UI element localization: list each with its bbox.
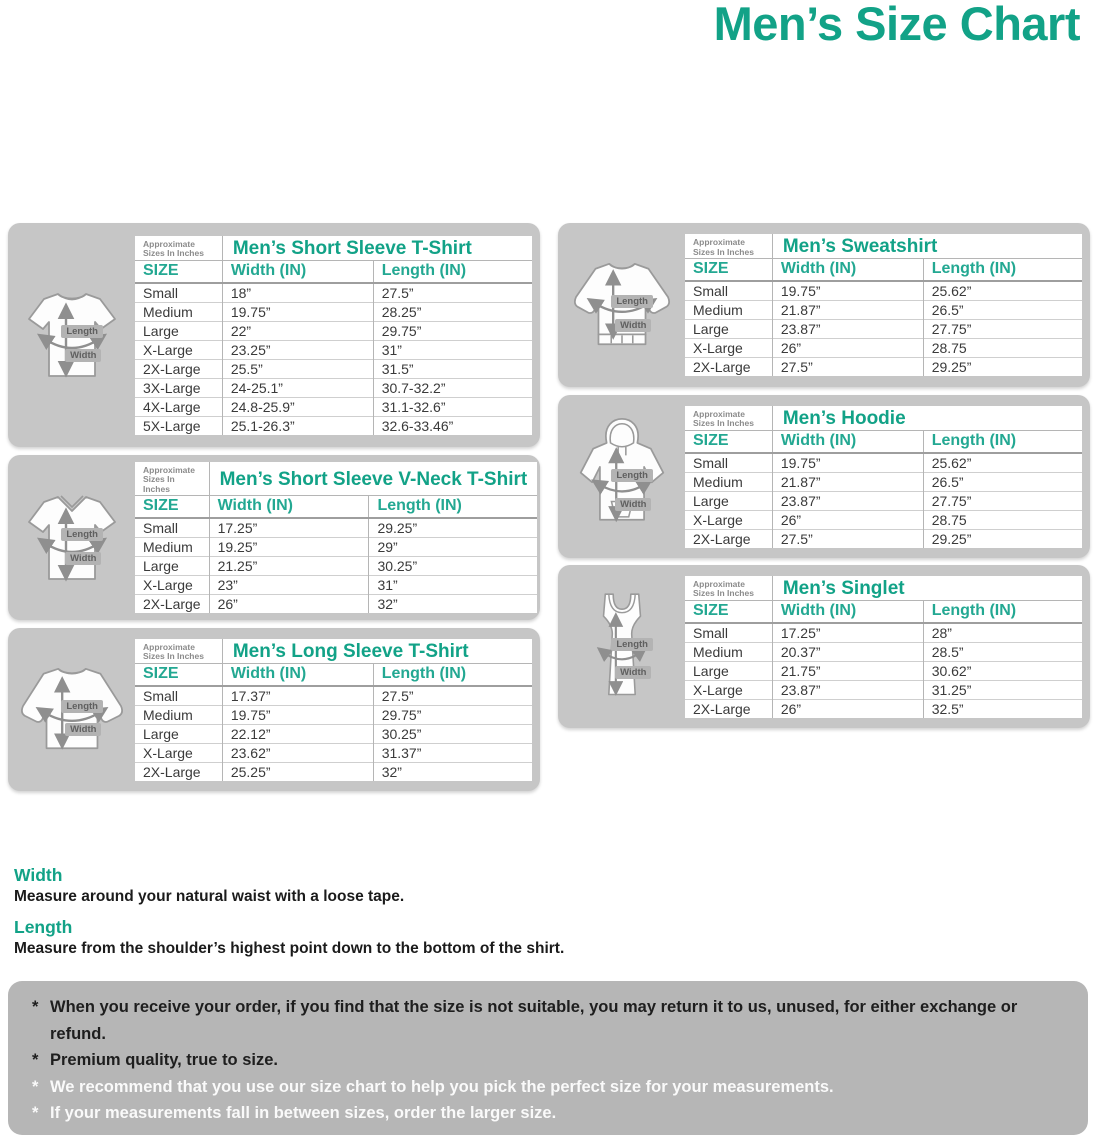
length-badge: Length <box>611 295 653 308</box>
col-width: Width (IN) <box>209 496 369 519</box>
size-cell: 24.8-25.9” <box>222 397 373 416</box>
length-badge: Length <box>61 325 103 338</box>
size-cell: X-Large <box>135 743 222 762</box>
size-row <box>685 281 1082 301</box>
disclaimer-box <box>8 981 1088 1135</box>
size-cell: 19.75” <box>222 302 373 321</box>
size-cell: Small <box>685 453 772 473</box>
size-cell: Small <box>685 281 772 301</box>
size-cell: 26” <box>772 510 923 529</box>
asterisk-marker: * <box>32 998 39 1016</box>
size-cell: 23” <box>209 576 369 595</box>
size-cell: 19.75” <box>222 705 373 724</box>
size-cell: Medium <box>685 301 772 320</box>
width-note-heading: Width <box>14 865 63 885</box>
size-cell: Large <box>685 320 772 339</box>
size-cell: 29.25” <box>923 358 1082 377</box>
size-cell: 20.37” <box>772 642 923 661</box>
table-body <box>685 623 1082 718</box>
size-cell: 19.75” <box>772 453 923 473</box>
size-cell: 26.5” <box>923 472 1082 491</box>
size-cell: 17.25” <box>209 518 369 538</box>
approx-note: Approximate Sizes In Inches <box>135 462 209 496</box>
col-length: Length (IN) <box>923 600 1082 623</box>
size-cell: 21.87” <box>772 301 923 320</box>
size-row <box>135 762 532 781</box>
sweatshirt-icon <box>558 256 685 354</box>
size-cell: 27.75” <box>923 491 1082 510</box>
size-row <box>685 491 1082 510</box>
table-body <box>135 686 532 781</box>
size-cell: X-Large <box>135 576 209 595</box>
size-cell: 19.75” <box>772 281 923 301</box>
size-cell: 2X-Large <box>685 529 772 548</box>
size-cell: 28.5” <box>923 642 1082 661</box>
size-cell: Medium <box>135 705 222 724</box>
size-row <box>685 339 1082 358</box>
size-row <box>135 686 532 706</box>
size-cell: Small <box>135 518 209 538</box>
size-row <box>685 358 1082 377</box>
size-cell: Large <box>135 724 222 743</box>
col-width: Width (IN) <box>222 663 373 686</box>
size-cell: 26” <box>772 339 923 358</box>
size-cell: 27.5” <box>373 283 532 303</box>
length-badge: Length <box>611 638 653 651</box>
size-row <box>685 699 1082 718</box>
table-body <box>135 283 532 435</box>
size-cell: Large <box>135 321 222 340</box>
approx-note: Approximate Sizes In Inches <box>685 234 772 259</box>
size-row <box>135 557 537 576</box>
disclaimer-item <box>32 1074 1064 1101</box>
size-row <box>135 518 537 538</box>
size-cell: 27.5” <box>772 529 923 548</box>
size-row <box>135 359 532 378</box>
size-cell: 27.5” <box>772 358 923 377</box>
size-row <box>685 529 1082 548</box>
size-row <box>685 301 1082 320</box>
size-row <box>135 302 532 321</box>
size-cell: 22” <box>222 321 373 340</box>
size-row <box>135 538 537 557</box>
size-table-short-sleeve-tshirt <box>135 236 532 435</box>
page-title: Men’s Size Chart <box>713 0 1080 50</box>
asterisk-marker: * <box>32 1104 39 1122</box>
size-cell: 25.62” <box>923 281 1082 301</box>
table-title: Men’s Short Sleeve V-Neck T-Shirt <box>209 462 537 496</box>
size-cell: 4X-Large <box>135 397 222 416</box>
width-badge: Width <box>65 723 101 736</box>
size-cell: 25.5” <box>222 359 373 378</box>
panel-sweatshirt <box>558 223 1090 387</box>
width-badge: Width <box>65 349 101 362</box>
disclaimer-item <box>32 1047 1064 1074</box>
col-width: Width (IN) <box>222 260 373 283</box>
size-cell: 2X-Large <box>685 699 772 718</box>
hoodie-icon <box>558 417 685 537</box>
size-cell: 29.25” <box>369 518 537 538</box>
size-cell: 31.5” <box>373 359 532 378</box>
col-width: Width (IN) <box>772 259 923 282</box>
size-cell: 3X-Large <box>135 378 222 397</box>
size-cell: 29” <box>369 538 537 557</box>
size-row <box>685 453 1082 473</box>
size-cell: 30.62” <box>923 661 1082 680</box>
size-row <box>135 576 537 595</box>
size-cell: 17.37” <box>222 686 373 706</box>
size-table-hoodie <box>685 406 1082 548</box>
size-cell: 21.75” <box>772 661 923 680</box>
size-row <box>135 321 532 340</box>
size-row <box>135 743 532 762</box>
panel-long-sleeve-tshirt <box>8 628 540 791</box>
size-cell: 25.25” <box>222 762 373 781</box>
table-body <box>135 518 537 613</box>
size-cell: 5X-Large <box>135 416 222 435</box>
size-cell: Small <box>135 283 222 303</box>
size-cell: 2X-Large <box>685 358 772 377</box>
size-cell: Large <box>685 661 772 680</box>
col-length: Length (IN) <box>373 663 532 686</box>
tshirt-icon <box>8 285 135 385</box>
length-note-text: Measure from the shoulder’s highest point down to the bottom of the shirt. <box>14 940 565 957</box>
length-badge: Length <box>61 528 103 541</box>
size-cell: 21.25” <box>209 557 369 576</box>
size-row <box>685 472 1082 491</box>
col-size: SIZE <box>685 600 772 623</box>
size-cell: Large <box>135 557 209 576</box>
approx-note: Approximate Sizes In Inches <box>685 576 772 601</box>
size-cell: 32” <box>369 595 537 614</box>
size-cell: 23.25” <box>222 340 373 359</box>
size-cell: 28.75 <box>923 510 1082 529</box>
disclaimer-text: If your measurements fall in between sizes, order the larger size. <box>50 1104 557 1122</box>
width-badge: Width <box>615 498 651 511</box>
size-cell: 31” <box>373 340 532 359</box>
size-cell: 24-25.1” <box>222 378 373 397</box>
length-badge: Length <box>61 700 103 713</box>
table-title: Men’s Singlet <box>772 576 1082 601</box>
size-cell: 31.1-32.6” <box>373 397 532 416</box>
col-size: SIZE <box>685 430 772 453</box>
size-cell: 23.87” <box>772 491 923 510</box>
disclaimer-text: We recommend that you use our size chart to help you pick the perfect size for your measurements. <box>50 1077 834 1096</box>
size-cell: 29.75” <box>373 321 532 340</box>
size-row <box>685 623 1082 643</box>
table-body <box>685 453 1082 548</box>
size-row <box>685 661 1082 680</box>
long-sleeve-tshirt-icon <box>8 661 135 759</box>
approx-note: Approximate Sizes In Inches <box>685 406 772 431</box>
size-cell: 32.6-33.46” <box>373 416 532 435</box>
size-cell: 32.5” <box>923 699 1082 718</box>
panel-singlet <box>558 565 1090 728</box>
col-size: SIZE <box>135 663 222 686</box>
size-cell: X-Large <box>685 339 772 358</box>
size-cell: 25.62” <box>923 453 1082 473</box>
size-cell: 32” <box>373 762 532 781</box>
size-cell: 29.25” <box>923 529 1082 548</box>
size-table-long-sleeve-tshirt <box>135 639 532 781</box>
size-cell: 23.87” <box>772 320 923 339</box>
width-badge: Width <box>65 552 101 565</box>
size-cell: 31.25” <box>923 680 1082 699</box>
size-row <box>135 705 532 724</box>
col-size: SIZE <box>685 259 772 282</box>
length-note-heading: Length <box>14 917 73 937</box>
size-cell: 2X-Large <box>135 359 222 378</box>
size-table-singlet <box>685 576 1082 718</box>
size-cell: X-Large <box>685 680 772 699</box>
size-cell: 28” <box>923 623 1082 643</box>
size-cell: Small <box>685 623 772 643</box>
size-cell: 22.12” <box>222 724 373 743</box>
disclaimer-text: When you receive your order, if you find that the size is not suitable, you may return it to us, unused, for either exchange or refund. <box>50 998 1018 1043</box>
size-row <box>685 510 1082 529</box>
asterisk-marker: * <box>32 1051 39 1069</box>
approx-note: Approximate Sizes In Inches <box>135 236 222 261</box>
measurement-notes <box>14 864 814 968</box>
size-cell: 25.1-26.3” <box>222 416 373 435</box>
size-row <box>135 283 532 303</box>
size-cell: 30.25” <box>373 724 532 743</box>
size-table-sweatshirt <box>685 234 1082 376</box>
table-title: Men’s Sweatshirt <box>772 234 1082 259</box>
col-size: SIZE <box>135 496 209 519</box>
size-cell: 26” <box>209 595 369 614</box>
size-cell: 23.62” <box>222 743 373 762</box>
size-cell: 31.37” <box>373 743 532 762</box>
size-row <box>685 680 1082 699</box>
size-row <box>685 320 1082 339</box>
table-body <box>685 281 1082 376</box>
table-title: Men’s Hoodie <box>772 406 1082 431</box>
panel-short-sleeve-tshirt <box>8 223 540 447</box>
length-badge: Length <box>611 469 653 482</box>
size-table-vneck-tshirt <box>135 462 537 614</box>
size-cell: 19.25” <box>209 538 369 557</box>
size-cell: Medium <box>685 472 772 491</box>
width-note-text: Measure around your natural waist with a loose tape. <box>14 888 405 905</box>
size-row <box>135 340 532 359</box>
size-row <box>135 397 532 416</box>
size-cell: 2X-Large <box>135 595 209 614</box>
disclaimer-item <box>32 994 1064 1047</box>
size-row <box>135 724 532 743</box>
table-title: Men’s Short Sleeve T-Shirt <box>222 236 532 261</box>
size-cell: 30.25” <box>369 557 537 576</box>
col-length: Length (IN) <box>369 496 537 519</box>
size-cell: Medium <box>135 302 222 321</box>
width-badge: Width <box>615 319 651 332</box>
col-length: Length (IN) <box>373 260 532 283</box>
col-length: Length (IN) <box>923 430 1082 453</box>
size-row <box>135 595 537 614</box>
size-row <box>135 416 532 435</box>
size-cell: Large <box>685 491 772 510</box>
size-cell: 30.7-32.2” <box>373 378 532 397</box>
size-cell: 27.75” <box>923 320 1082 339</box>
col-width: Width (IN) <box>772 600 923 623</box>
vneck-tshirt-icon <box>8 488 135 588</box>
col-length: Length (IN) <box>923 259 1082 282</box>
size-cell: Medium <box>685 642 772 661</box>
col-width: Width (IN) <box>772 430 923 453</box>
table-title: Men’s Long Sleeve T-Shirt <box>222 639 532 664</box>
size-row <box>685 642 1082 661</box>
singlet-icon <box>558 585 685 709</box>
size-cell: 29.75” <box>373 705 532 724</box>
size-cell: 26” <box>772 699 923 718</box>
disclaimer-text: Premium quality, true to size. <box>50 1051 278 1069</box>
disclaimer-item <box>32 1100 1064 1127</box>
width-badge: Width <box>615 666 651 679</box>
panel-hoodie <box>558 395 1090 558</box>
size-row <box>135 378 532 397</box>
size-cell: 27.5” <box>373 686 532 706</box>
size-cell: X-Large <box>135 340 222 359</box>
size-cell: 28.25” <box>373 302 532 321</box>
col-size: SIZE <box>135 260 222 283</box>
asterisk-marker: * <box>32 1077 39 1096</box>
size-cell: 17.25” <box>772 623 923 643</box>
size-cell: 21.87” <box>772 472 923 491</box>
size-cell: 31” <box>369 576 537 595</box>
size-cell: 26.5” <box>923 301 1082 320</box>
panel-vneck-tshirt <box>8 455 540 620</box>
size-cell: X-Large <box>685 510 772 529</box>
size-cell: 18” <box>222 283 373 303</box>
size-cell: Small <box>135 686 222 706</box>
size-cell: 23.87” <box>772 680 923 699</box>
size-cell: Medium <box>135 538 209 557</box>
size-cell: 28.75 <box>923 339 1082 358</box>
size-cell: 2X-Large <box>135 762 222 781</box>
approx-note: Approximate Sizes In Inches <box>135 639 222 664</box>
